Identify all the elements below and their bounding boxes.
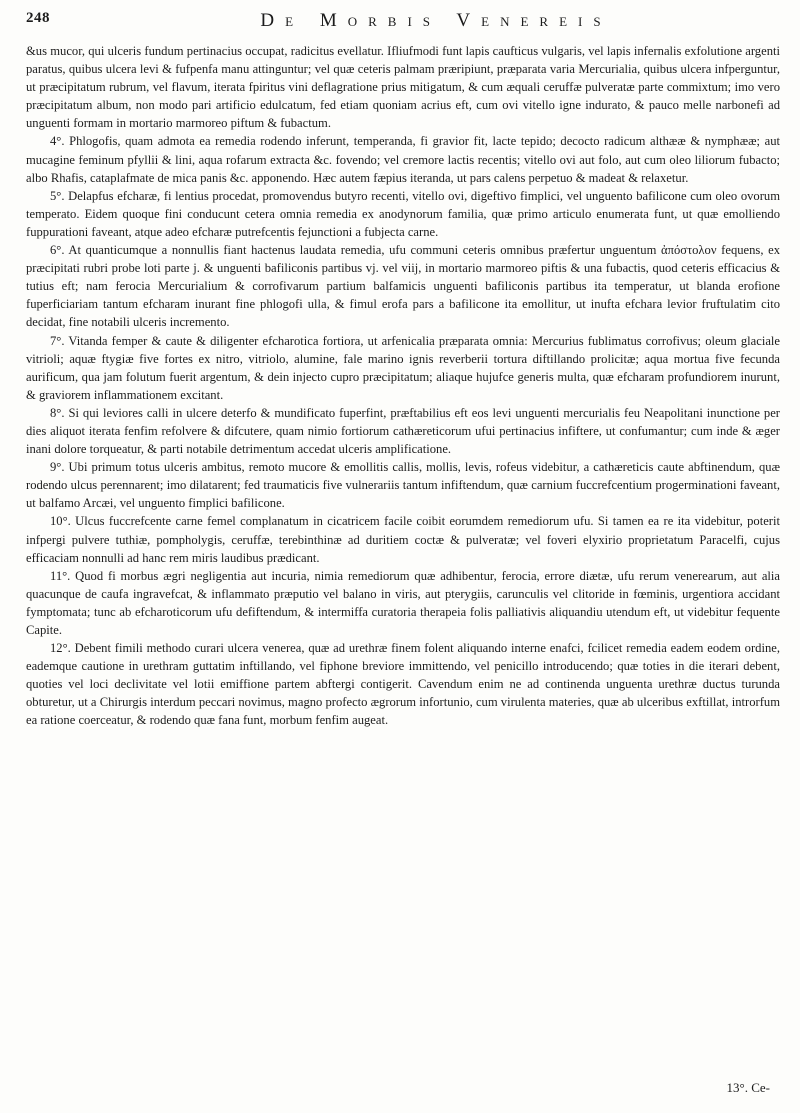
catchword: 13°. Ce- (726, 1080, 770, 1095)
main-text (26, 42, 780, 730)
running-title: De Morbis Venereis (260, 10, 612, 31)
page-number: 248 (26, 10, 50, 26)
paragraph-5: 5°. Delapfus efcharæ, fi lentius procedat, promovendus butyro recenti, vitello ovi, digeftivo fimplici, vel unguento bafilicone cum oleo ovorum temperato. Eidem quoque fini conducunt cetera omnia remedia ex anodynorum familia, quæ primo articulo enumerata funt, ut quæ emolliendo fuppurationi faveant, atque adeo efcharæ putrefcentis fejunctioni a fubjecta carne. (26, 188, 780, 239)
paragraph-continuation: &us mucor, qui ulceris fundum pertinacius occupat, radicitus evellatur. Ifliufmodi funt lapis caufticus vulgaris, vel lapis infernalis exfolutione argenti paratus, quibus ulcera levi & fufpenfa manu attinguntur; vel quæ ceteris palmam præripiunt, præparata varia Mercurialia, quibus ulcera infperguntur, ut præcipitatum rubrum, vel flavum, iterata fpiritus vini deflagratione prius mitigatum, & cum æquali ceruffæ pulveratæ parte commixtum; imo vero præcipitatum album, non modo pari artificio edulcatum, fed etiam quoniam acrius eft, cum ovi vitello igne indurato, & pauco melle narbonefi ad unguenti formam in mortario marmoreo piftum & fubactum. (26, 44, 780, 131)
page-header (26, 10, 778, 36)
paragraph-12: 12°. Debent fimili methodo curari ulcera venerea, quæ ad urethræ finem folent aliquando interne enafci, fcilicet remedia eadem eodem ordine, eademque cautione in urethram guttatim inftillando, vel fiphone breviore immittendo, vel penicillo introducendo; quæ toties in die iterari debent, quoties vel loci declivitate vel lotii emiffione partem abftergi contigerit. Cavendum enim ne ad continenda unguenta urethræ ductus turunda obturetur, ut a Chirurgis interdum peccari novimus, magno profecto ægrorum infortunio, cum virulenta materies, quæ ab ulceribus exftillat, introrfum ea ratione coerceatur, & rodendo quæ fana funt, morbum fenfim augeat. (26, 641, 780, 728)
paragraph-11: 11°. Quod fi morbus ægri negligentia aut incuria, nimia remediorum quæ adhibentur, ferocia, errore diætæ, ufu rerum venerearum, aut alia quacunque de caufa ingravefcat, & inflammato præputio vel balano in viris, aut pterygiis, carunculis vel clitoride in fœminis, urgentiora accidant fymptomata; tunc ab efcharoticorum ufu defiftendum, & intermiffa curatoria therapeia folis palliativis aliquandiu utendum eft, ut videbitur fequente Capite. (26, 568, 780, 637)
paragraph-9: 9°. Ubi primum totus ulceris ambitus, remoto mucore & emollitis callis, mollis, levis, rofeus videbitur, a cathæreticis caute abftinendum, quæ rodendo ulcus perennarent; imo dilatarent; fed traumaticis five vulnerariis tantum infiftendum, quæ carnium fuccrefcentium progerminationi faveant, ut balfamo Arcæi, vel unguento fimplici bafilicone. (26, 460, 780, 511)
paragraph-6: 6°. At quanticumque a nonnullis fiant hactenus laudata remedia, ufu communi ceteris omnibus præfertur unguentum ἀπόστολον fequens, ex præcipitati rubri probe loti parte j. & unguenti bafiliconis partibus vj. vel viij, in mortario marmoreo piftis & una fubactis, quod ceteris efficacius & tutius eft; nam ferocia Mercurialium & corrofivarum partium balfamicis unguenti bafiliconis partibus ita temperatur, ut blanda erofione fuperficiariam tantum efcharam inurant fine phlogofi ulla, & fimul erofa pars a bafilicone ita emollitur, ut inufta efchara levior fruftulatim cito decidat, fine notabili ulceris incremento. (26, 243, 780, 330)
paragraph-10: 10°. Ulcus fuccrefcente carne femel complanatum in cicatricem facile coibit eorumdem remediorum ufu. Si tamen ea re ita videbitur, poterit infpergi pulvere tuthiæ, pompholygis, ceruffæ, terebinthinæ ad duritiem coctæ & pulveratæ; vel foveri elyxirio proprietatum Paracelfi, cujus efficaciam nonnulli ad hanc rem miris laudibus prædicant. (26, 514, 780, 565)
paragraph-4: 4°. Phlogofis, quam admota ea remedia rodendo inferunt, temperanda, fi gravior fit, lacte tepido; decocto radicum althææ & nymphææ; aut mucagine feminum pfyllii & lini, aqua rofarum extracta &c. fovendo; vel cremore lactis recentis; vitello ovi aut folo, aut cum oleo liliorum fubacto; albo Rhafis, cataplafmate de mica panis &c. apponendo. Hæc autem fæpius iteranda, ut pars calens perpetuo & madeat & relaxetur. (26, 134, 780, 185)
paragraph-7: 7°. Vitanda femper & caute & diligenter efcharotica fortiora, ut arfenicalia præparata omnia: Mercurius fublimatus corrofivus; oleum glaciale vitrioli; aquæ ftygiæ five fortes ex nitro, vitriolo, alumine, fale marino ignis reverberii tortura diftillando prolicitæ; aqua mortua five fecunda aurificum, qua jam folutum fuerit argentum, & dein injecto cupro præcipitatum; aliaque hujufce generis multa, quæ efcharam profundiorem inurunt, & graviorem inflammationem excitant. (26, 333, 780, 402)
paragraph-8: 8°. Si qui leviores calli in ulcere deterfo & mundificato fuperfint, præftabilius eft eos levi unguenti mercurialis feu Neapolitani inunctione per dies aliquot iterata fenfim refolvere & difcutere, quam nimio fortiorum cathæreticorum ufui pertinacius infiftere, ut confumantur; cum inde & æger inani dolore torqueatur, & parti notabile detrimentum accedat ulceris amplificatione. (26, 405, 780, 457)
